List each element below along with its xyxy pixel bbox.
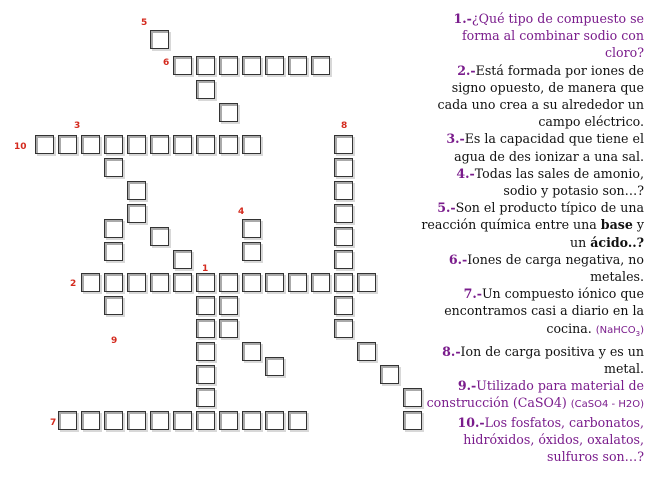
crossword-cell[interactable] xyxy=(104,242,123,261)
clue-4: 4.-Todas las sales de amonio, sodio y potasio son…? xyxy=(456,165,644,199)
crossword-cell[interactable] xyxy=(173,273,192,292)
crossword-cell[interactable] xyxy=(35,135,54,154)
crossword-cell[interactable] xyxy=(127,411,146,430)
crossword-cell[interactable] xyxy=(150,227,169,246)
crossword-cell[interactable] xyxy=(242,56,261,75)
clue-number-3: 3 xyxy=(74,121,81,131)
crossword-cell[interactable] xyxy=(104,296,123,315)
crossword-cell[interactable] xyxy=(104,158,123,177)
crossword-cell[interactable] xyxy=(334,181,353,200)
crossword-cell[interactable] xyxy=(173,250,192,269)
crossword-cell[interactable] xyxy=(219,411,238,430)
crossword-cell[interactable] xyxy=(196,411,215,430)
clue-number-5: 5 xyxy=(141,18,148,28)
crossword-cell[interactable] xyxy=(127,273,146,292)
crossword-cell[interactable] xyxy=(242,242,261,261)
clue-10: 10.-Los fosfatos, carbonatos, hidróxidos, óxidos, oxalatos, sulfuros son…? xyxy=(457,414,644,465)
crossword-cell[interactable] xyxy=(196,365,215,384)
crossword-cell[interactable] xyxy=(288,273,307,292)
clue-7: 7.-Un compuesto iónico que encontramos casi a diario en la cocina. (NaHCO$_3$) xyxy=(444,286,644,338)
clue-number-6: 6 xyxy=(163,58,170,68)
crossword-cell[interactable] xyxy=(334,273,353,292)
clues-panel xyxy=(420,10,644,465)
clue-number-2: 2 xyxy=(70,279,77,289)
crossword-cell[interactable] xyxy=(104,411,123,430)
crossword-cell[interactable] xyxy=(334,135,353,154)
crossword-cell[interactable] xyxy=(357,342,376,361)
clue-6: 6.-Iones de carga negativa, no metales. xyxy=(448,251,644,285)
crossword-cell[interactable] xyxy=(265,411,284,430)
crossword-cell[interactable] xyxy=(242,273,261,292)
crossword-cell[interactable] xyxy=(196,342,215,361)
crossword-cell[interactable] xyxy=(104,135,123,154)
crossword-cell[interactable] xyxy=(173,135,192,154)
crossword-cell[interactable] xyxy=(196,296,215,315)
crossword-cell[interactable] xyxy=(219,319,238,338)
clue-8: 8.-Ion de carga positiva y es un metal. xyxy=(442,343,644,377)
crossword-cell[interactable] xyxy=(127,135,146,154)
clue-5: 5.-Son el producto típico de una reacción química entre una base y un ácido..? xyxy=(421,200,644,250)
clue-9: 9.-Utilizado para material de construcción (CaSO4) (CaSO4 - H2O) xyxy=(426,378,644,411)
crossword-cell[interactable] xyxy=(334,319,353,338)
clue-number-8: 8 xyxy=(341,121,348,131)
clue-2: 2.-Está formada por iones de signo opuesto, de manera que cada uno crea a su alrededor un campo eléctrico. xyxy=(437,62,644,130)
crossword-cell[interactable] xyxy=(265,357,284,376)
crossword-cell[interactable] xyxy=(173,411,192,430)
crossword-cell[interactable] xyxy=(265,273,284,292)
crossword-cell[interactable] xyxy=(219,56,238,75)
crossword-cell[interactable] xyxy=(357,273,376,292)
crossword-cell[interactable] xyxy=(196,80,215,99)
crossword-cell[interactable] xyxy=(127,204,146,223)
crossword-cell[interactable] xyxy=(173,56,192,75)
clue-number-9: 9 xyxy=(111,336,118,346)
crossword-cell[interactable] xyxy=(219,135,238,154)
crossword-cell[interactable] xyxy=(288,56,307,75)
crossword-cell[interactable] xyxy=(196,388,215,407)
crossword-cell[interactable] xyxy=(380,365,399,384)
crossword-cell[interactable] xyxy=(288,411,307,430)
crossword-cell[interactable] xyxy=(81,411,100,430)
crossword-cell[interactable] xyxy=(81,135,100,154)
crossword-cell[interactable] xyxy=(334,227,353,246)
crossword-cell[interactable] xyxy=(196,56,215,75)
clue-number-4: 4 xyxy=(238,207,245,217)
crossword-cell[interactable] xyxy=(81,273,100,292)
crossword-cell[interactable] xyxy=(265,56,284,75)
crossword-cell[interactable] xyxy=(104,219,123,238)
crossword-cell[interactable] xyxy=(196,135,215,154)
crossword-cell[interactable] xyxy=(104,273,123,292)
crossword-cell[interactable] xyxy=(311,56,330,75)
crossword-cell[interactable] xyxy=(334,296,353,315)
crossword-cell[interactable] xyxy=(219,273,238,292)
clue-number-1: 1 xyxy=(202,264,209,274)
crossword-cell[interactable] xyxy=(150,135,169,154)
clue-number-10: 10 xyxy=(14,142,27,152)
crossword-cell[interactable] xyxy=(334,158,353,177)
clue-3: 3.-Es la capacidad que tiene el agua de des ionizar a una sal. xyxy=(446,131,644,164)
crossword-cell[interactable] xyxy=(242,219,261,238)
crossword-cell[interactable] xyxy=(58,411,77,430)
crossword-cell[interactable] xyxy=(150,411,169,430)
clue-1: 1.-¿Qué tipo de compuesto se forma al combinar sodio con cloro? xyxy=(453,11,644,61)
crossword-cell[interactable] xyxy=(58,135,77,154)
crossword-cell[interactable] xyxy=(150,30,169,49)
crossword-cell[interactable] xyxy=(242,342,261,361)
clue-number-7: 7 xyxy=(50,418,57,428)
crossword-cell[interactable] xyxy=(334,204,353,223)
crossword-cell[interactable] xyxy=(311,273,330,292)
crossword-cell[interactable] xyxy=(150,273,169,292)
formula-nahco3: (NaHCO$_3$) xyxy=(595,324,644,338)
crossword-cell[interactable] xyxy=(196,319,215,338)
crossword-cell[interactable] xyxy=(219,296,238,315)
crossword-cell[interactable] xyxy=(219,103,238,122)
crossword-cell[interactable] xyxy=(242,135,261,154)
crossword-cell[interactable] xyxy=(196,273,215,292)
crossword-cell[interactable] xyxy=(127,181,146,200)
crossword-cell[interactable] xyxy=(334,250,353,269)
crossword-cell[interactable] xyxy=(242,411,261,430)
